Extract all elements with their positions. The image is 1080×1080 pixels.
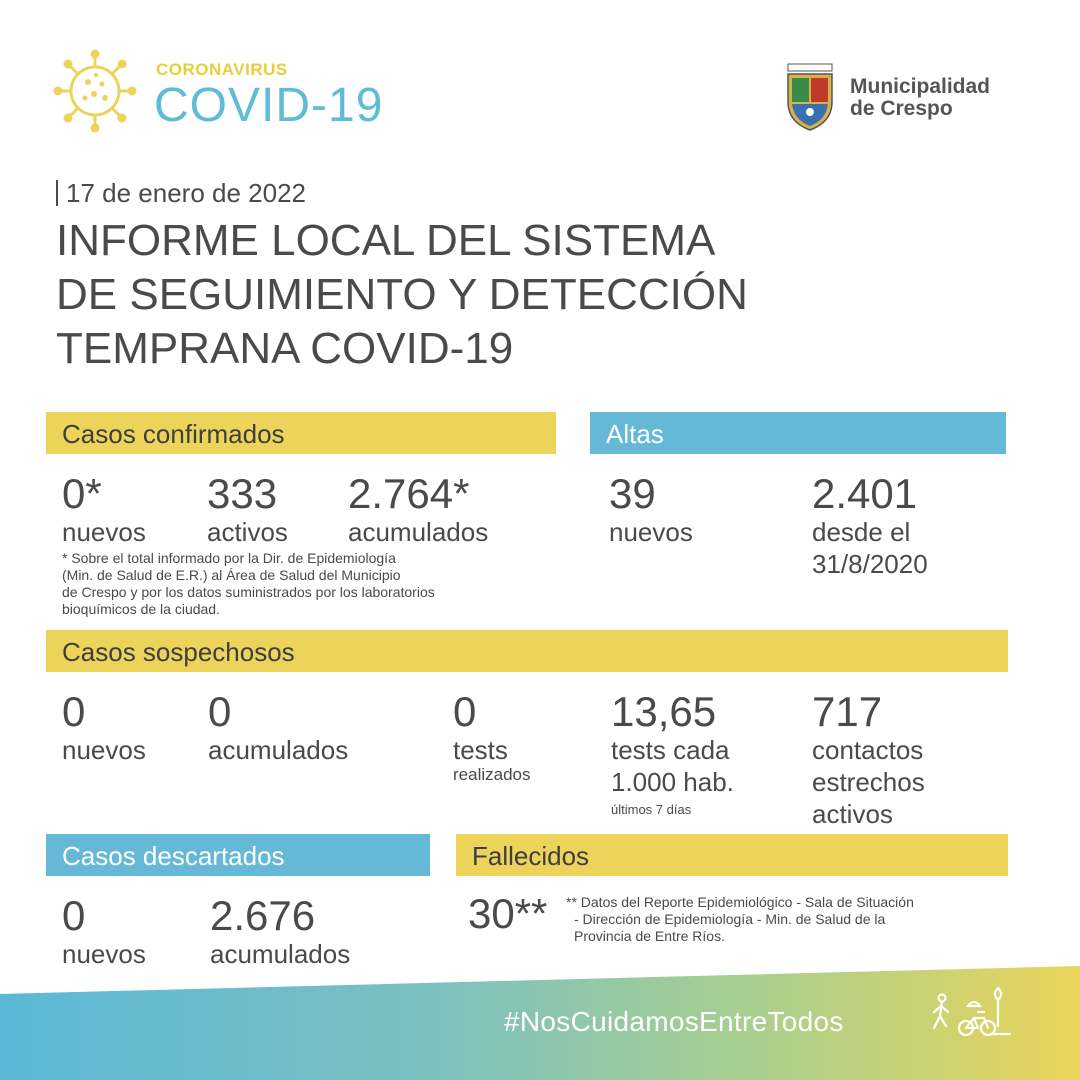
note-line: (Min. de Salud de E.R.) al Área de Salud del Municipio <box>62 567 401 583</box>
note-line: * Sobre el total informado por la Dir. de Epidemiología <box>62 550 396 566</box>
altas-nuevos <box>609 472 693 548</box>
confirmados-nuevos-value: 0* <box>62 470 102 517</box>
rate-label1: tests cada <box>611 735 730 765</box>
sospechosos-acum-value: 0 <box>208 688 232 735</box>
crest-icon <box>782 62 838 134</box>
report-title <box>56 214 748 376</box>
confirmados-nuevos <box>62 472 146 548</box>
note-line: - Dirección de Epidemiología - Min. de Salud de la <box>574 911 886 927</box>
sospechosos-acum-label: acumulados <box>208 735 349 765</box>
tests-label: tests <box>453 735 508 765</box>
confirmados-activos-label: activos <box>207 517 288 547</box>
rate-value: 13,65 <box>611 688 717 735</box>
contactos-value: 717 <box>812 688 883 735</box>
altas-header: Altas <box>590 412 1006 454</box>
walk-bike-icon <box>928 986 1014 1040</box>
descartados-acum-label: acumulados <box>210 939 351 969</box>
altas-total <box>812 472 928 580</box>
fallecidos-header: Fallecidos <box>456 834 1008 876</box>
contactos-label1: contactos <box>812 735 924 765</box>
altas-total-label1: desde el <box>812 517 911 547</box>
report-date-text: 17 de enero de 2022 <box>66 178 306 208</box>
tests-value: 0 <box>453 688 477 735</box>
coronavirus-label: CORONAVIRUS <box>156 60 288 79</box>
descartados-header: Casos descartados <box>46 834 430 876</box>
title-line-3: TEMPRANA COVID-19 <box>56 324 514 373</box>
note-line: bioquímicos de la ciudad. <box>62 601 220 617</box>
descartados-nuevos-label: nuevos <box>62 939 146 969</box>
sospechosos-header: Casos sospechosos <box>46 630 1008 672</box>
fallecidos-note <box>566 894 956 945</box>
covid-title: COVID-19 <box>154 79 384 132</box>
descartados-nuevos <box>62 894 146 970</box>
altas-total-value: 2.401 <box>812 470 918 517</box>
confirmados-header: Casos confirmados <box>46 412 556 454</box>
confirmados-acum-label: acumulados <box>348 517 489 547</box>
contactos-label2: estrechos <box>812 767 925 797</box>
sospechosos-rate <box>611 690 734 817</box>
note-line: Provincia de Entre Ríos. <box>574 928 725 944</box>
municipality-line2: de Crespo <box>850 97 953 120</box>
contactos-label3: activos <box>812 799 893 829</box>
sospechosos-nuevos-label: nuevos <box>62 735 146 765</box>
sospechosos-nuevos <box>62 690 146 766</box>
altas-nuevos-value: 39 <box>609 470 656 517</box>
fallecidos-value: 30** <box>468 890 548 937</box>
confirmados-acum-value: 2.764* <box>348 470 470 517</box>
descartados-acum-value: 2.676 <box>210 892 316 939</box>
title-line-1: INFORME LOCAL DEL SISTEMA <box>56 216 716 265</box>
title-line-2: DE SEGUIMIENTO Y DETECCIÓN <box>56 270 748 319</box>
rate-sub: últimos 7 días <box>611 802 692 817</box>
note-line: de Crespo y por los datos suministrados por los laboratorios <box>62 584 435 600</box>
rate-label2: 1.000 hab. <box>611 767 734 797</box>
hashtag: #NosCuidamosEntreTodos <box>504 1006 844 1037</box>
confirmados-acumulados <box>348 472 488 548</box>
altas-nuevos-label: nuevos <box>609 517 693 547</box>
descartados-nuevos-value: 0 <box>62 892 86 939</box>
municipality-name <box>850 76 990 120</box>
sospechosos-contactos <box>812 690 925 830</box>
confirmados-activos <box>207 472 288 548</box>
sospechosos-acumulados <box>208 690 348 766</box>
date-divider <box>56 180 58 206</box>
report-date <box>56 178 306 209</box>
confirmados-activos-value: 333 <box>207 470 278 517</box>
altas-total-label2: 31/8/2020 <box>812 549 928 579</box>
confirmados-note <box>62 550 502 618</box>
descartados-acumulados <box>210 894 350 970</box>
virus-icon <box>52 48 138 134</box>
note-line: ** Datos del Reporte Epidemiológico - Sala de Situación <box>566 894 914 910</box>
confirmados-nuevos-label: nuevos <box>62 517 146 547</box>
municipality-line1: Municipalidad <box>850 75 991 98</box>
sospechosos-tests <box>453 690 531 783</box>
sospechosos-nuevos-value: 0 <box>62 688 86 735</box>
tests-sub: realizados <box>453 765 531 784</box>
